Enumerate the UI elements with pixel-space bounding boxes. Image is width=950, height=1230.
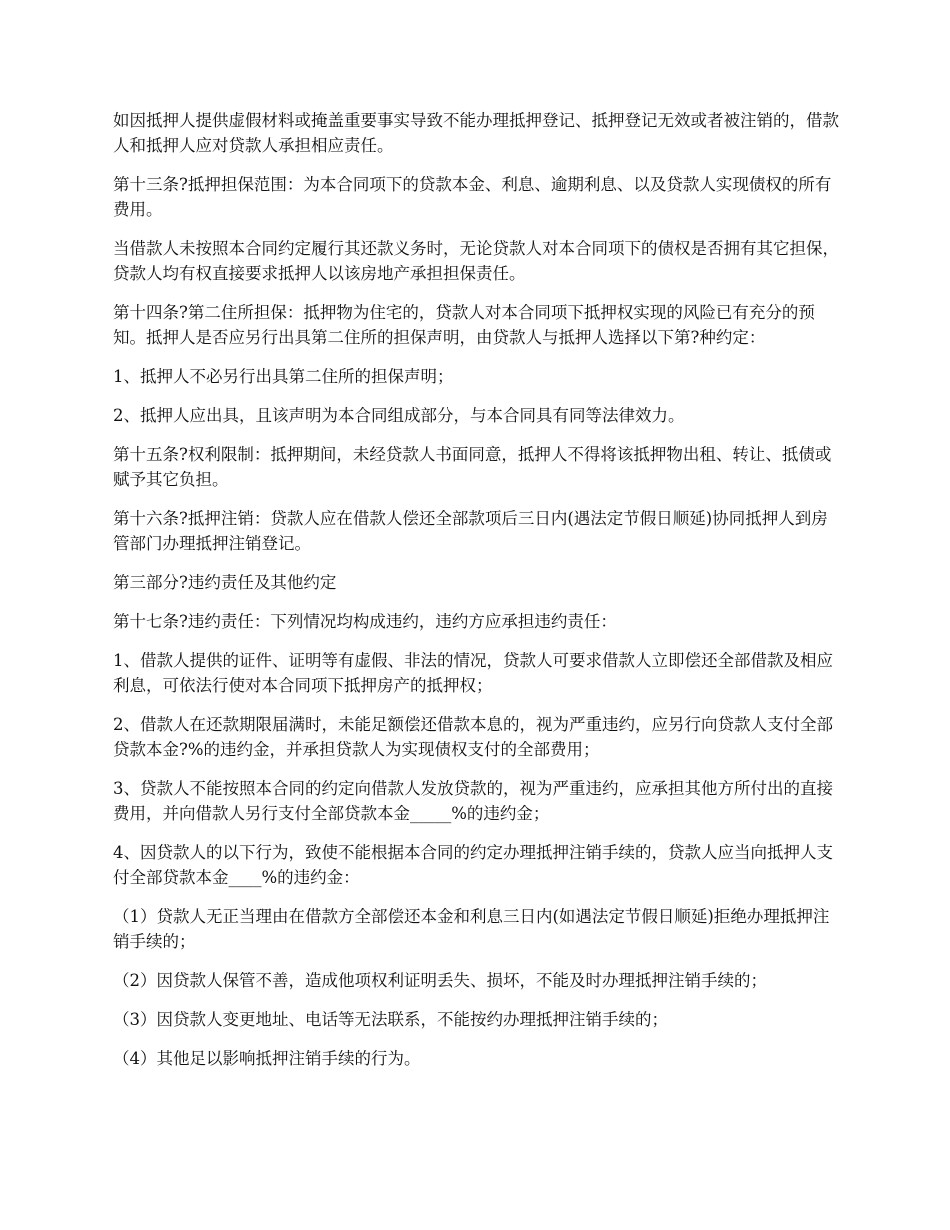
- paragraph-breach-3: 3、贷款人不能按照本合同的约定向借款人发放贷款的，视为严重违约，应承担其他方所付出的直接费用，并向借款人另行支付全部贷款本金_____%的违约金；: [113, 779, 833, 823]
- paragraph-article-15: 第十五条?权利限制：抵押期间，未经贷款人书面同意，抵押人不得将该抵押物出租、转让、抵债或赋予其它负担。: [113, 445, 832, 489]
- paragraph-article-14: 第十四条?第二住所担保：抵押物为住宅的，贷款人对本合同项下抵押权实现的风险已有充分的预知。抵押人是否应另行出具第二住所的担保声明，由贷款人与抵押人选择以下第?种约定：: [113, 303, 815, 347]
- paragraph-option-1: 1、抵押人不必另行出具第二住所的担保声明；: [113, 367, 454, 386]
- paragraph-breach-4: 4、因贷款人的以下行为，致使不能根据本合同的约定办理抵押注销手续的，贷款人应当向抵押人支付全部贷款本金____%的违约金：: [113, 843, 833, 887]
- document-body: [113, 108, 843, 1085]
- paragraph-sub-item-4: （4）其他足以影响抵押注销手续的行为。: [113, 1049, 421, 1068]
- paragraph-option-2: 2、抵押人应出具，且该声明为本合同组成部分，与本合同具有同等法律效力。: [113, 406, 685, 425]
- paragraph-sub-item-3: （3）因贷款人变更地址、电话等无法联系，不能按约办理抵押注销手续的；: [113, 1010, 668, 1029]
- paragraph-sub-item-2: （2）因贷款人保管不善，造成他项权利证明丢失、损坏，不能及时办理抵押注销手续的；: [113, 971, 767, 990]
- section-heading-part-3: 第三部分?违约责任及其他约定: [113, 573, 337, 592]
- paragraph-guarantee-liability: 当借款人未按照本合同约定履行其还款义务时，无论贷款人对本合同项下的债权是否拥有其它担保，贷款人均有权直接要求抵押人以该房地产承担担保责任。: [113, 239, 839, 283]
- paragraph-breach-1: 1、借款人提供的证件、证明等有虚假、非法的情况，贷款人可要求借款人立即偿还全部借款及相应利息，可依法行使对本合同项下抵押房产的抵押权；: [113, 651, 833, 695]
- paragraph-article-16: 第十六条?抵押注销：贷款人应在借款人偿还全部款项后三日内(遇法定节假日顺延)协同抵押人到房管部门办理抵押注销登记。: [113, 509, 828, 553]
- paragraph-breach-2: 2、借款人在还款期限届满时，未能足额偿还借款本息的，视为严重违约，应另行向贷款人支付全部贷款本金?%的违约金，并承担贷款人为实现债权支付的全部费用；: [113, 715, 833, 759]
- paragraph-registration-liability: 如因抵押人提供虚假材料或掩盖重要事实导致不能办理抵押登记、抵押登记无效或者被注销的，借款人和抵押人应对贷款人承担相应责任。: [113, 111, 839, 155]
- paragraph-sub-item-1: （1）贷款人无正当理由在借款方全部偿还本金和利息三日内(如遇法定节假日顺延)拒绝办理抵押注销手续的；: [113, 907, 830, 951]
- paragraph-article-13: 第十三条?抵押担保范围：为本合同项下的贷款本金、利息、逾期利息、以及贷款人实现债权的所有费用。: [113, 175, 832, 219]
- paragraph-article-17: 第十七条?违约责任：下列情况均构成违约，违约方应承担违约责任：: [113, 612, 617, 631]
